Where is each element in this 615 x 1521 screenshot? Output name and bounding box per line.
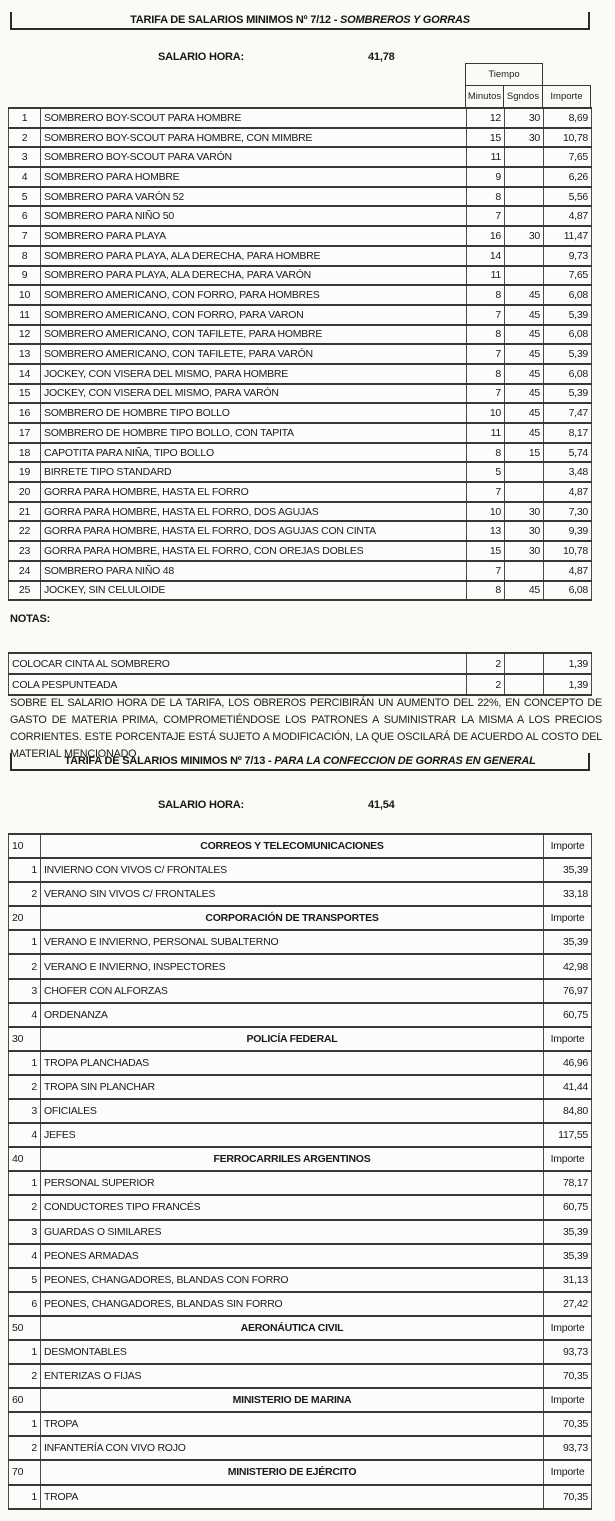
item-description-cell: ENTERIZAS O FIJAS bbox=[41, 1364, 544, 1388]
row-minutos-cell: 8 bbox=[467, 285, 505, 305]
table-row bbox=[9, 325, 592, 345]
section-name-cell: FERROCARRILES ARGENTINOS bbox=[41, 1147, 544, 1171]
row-sgndos-cell: 45 bbox=[505, 305, 544, 325]
note-description-cell: COLA PESPUNTEADA bbox=[9, 674, 467, 695]
item-description-cell: PEONES ARMADAS bbox=[41, 1244, 544, 1268]
item-importe-cell: 70,35 bbox=[544, 1485, 592, 1509]
section-title-7-13 bbox=[10, 753, 590, 771]
item-number-cell: 1 bbox=[9, 1051, 41, 1075]
row-minutos-cell: 7 bbox=[467, 482, 505, 502]
item-number-cell: 3 bbox=[9, 1220, 41, 1244]
table-row bbox=[9, 502, 592, 522]
item-number-cell: 3 bbox=[9, 1099, 41, 1123]
section-name-cell: POLICÍA FEDERAL bbox=[41, 1027, 544, 1051]
row-description-cell: GORRA PARA HOMBRE, HASTA EL FORRO bbox=[41, 482, 467, 502]
section-name-cell: MINISTERIO DE EJÉRCITO bbox=[41, 1460, 544, 1484]
row-importe-cell: 5,39 bbox=[544, 344, 592, 364]
item-number-cell: 2 bbox=[9, 1364, 41, 1388]
row-number-cell: 2 bbox=[9, 128, 41, 148]
note-sgndos-cell bbox=[505, 674, 544, 695]
row-sgndos-cell: 15 bbox=[505, 443, 544, 463]
row-importe-cell: 8,69 bbox=[544, 108, 592, 128]
item-importe-cell: 35,39 bbox=[544, 1220, 592, 1244]
notas-table bbox=[8, 652, 592, 696]
item-number-cell: 2 bbox=[9, 1075, 41, 1099]
row-sgndos-cell: 30 bbox=[505, 226, 544, 246]
item-description-cell: TROPA bbox=[41, 1485, 544, 1509]
section-item-row bbox=[9, 1003, 592, 1027]
row-description-cell: SOMBRERO DE HOMBRE TIPO BOLLO, CON TAPITA bbox=[41, 423, 467, 443]
section-header-row bbox=[9, 834, 592, 858]
item-description-cell: ORDENANZA bbox=[41, 1003, 544, 1027]
row-description-cell: SOMBRERO PARA VARÓN 52 bbox=[41, 187, 467, 207]
table-row bbox=[9, 344, 592, 364]
row-minutos-cell: 15 bbox=[467, 128, 505, 148]
row-description-cell: SOMBRERO BOY-SCOUT PARA VARÓN bbox=[41, 147, 467, 167]
row-description-cell: GORRA PARA HOMBRE, HASTA EL FORRO, DOS AGUJAS CON CINTA bbox=[41, 521, 467, 541]
row-importe-cell: 3,48 bbox=[544, 462, 592, 482]
row-number-cell: 14 bbox=[9, 364, 41, 384]
item-importe-cell: 93,73 bbox=[544, 1436, 592, 1460]
section-item-row bbox=[9, 1075, 592, 1099]
table-row bbox=[9, 187, 592, 207]
note-paragraph: SOBRE EL SALARIO HORA DE LA TARIFA, LOS OBREROS PERCIBIRÁN UN AUMENTO DEL 22%, EN CONCEPTO DE GASTO DE MATERIA PRIMA, COMPROMETIÉNDOSE LOS PATRONES A SUMINISTRAR LA MISMA A LOS PRECIOS CORRIENTES. ESTE PORCENTAJE ESTÁ SUJETO A MODIFICACIÓN, LA QUE OSCILARÁ DE ACUERDO AL COSTO DEL MATERIAL MENCIONADO bbox=[10, 697, 602, 760]
row-minutos-cell: 7 bbox=[467, 344, 505, 364]
table-row bbox=[9, 206, 592, 226]
note-sgndos-cell bbox=[505, 653, 544, 674]
row-importe-cell: 5,39 bbox=[544, 384, 592, 404]
row-sgndos-cell bbox=[505, 266, 544, 286]
table-row bbox=[9, 443, 592, 463]
row-number-cell: 19 bbox=[9, 462, 41, 482]
item-number-cell: 2 bbox=[9, 1195, 41, 1219]
item-description-cell: CHOFER CON ALFORZAS bbox=[41, 979, 544, 1003]
row-sgndos-cell bbox=[505, 246, 544, 266]
item-number-cell: 1 bbox=[9, 1340, 41, 1364]
row-minutos-cell: 8 bbox=[467, 325, 505, 345]
title-italic-text: SOMBREROS Y GORRAS bbox=[340, 14, 470, 26]
section-header-row bbox=[9, 906, 592, 930]
item-number-cell: 4 bbox=[9, 1123, 41, 1147]
salario-hora-value: 41,78 bbox=[368, 51, 395, 63]
table-row bbox=[9, 384, 592, 404]
note-minutos-cell: 2 bbox=[467, 674, 505, 695]
item-number-cell: 6 bbox=[9, 1292, 41, 1316]
row-description-cell: SOMBRERO AMERICANO, CON FORRO, PARA HOMBRES bbox=[41, 285, 467, 305]
row-number-cell: 20 bbox=[9, 482, 41, 502]
salario-hora-label: SALARIO HORA: bbox=[158, 51, 245, 63]
table-row bbox=[9, 541, 592, 561]
row-minutos-cell: 8 bbox=[467, 364, 505, 384]
row-number-cell: 25 bbox=[9, 581, 41, 601]
row-number-cell: 22 bbox=[9, 521, 41, 541]
row-number-cell: 7 bbox=[9, 226, 41, 246]
row-minutos-cell: 5 bbox=[467, 462, 505, 482]
row-importe-cell: 7,65 bbox=[544, 147, 592, 167]
item-description-cell: TROPA bbox=[41, 1412, 544, 1436]
section-item-row bbox=[9, 858, 592, 882]
section-importe-label-cell: Importe bbox=[544, 834, 592, 858]
item-number-cell: 1 bbox=[9, 1171, 41, 1195]
row-importe-cell: 6,08 bbox=[544, 285, 592, 305]
table-row bbox=[9, 108, 592, 128]
row-sgndos-cell bbox=[505, 167, 544, 187]
row-number-cell: 9 bbox=[9, 266, 41, 286]
table-row bbox=[9, 403, 592, 423]
row-description-cell: SOMBRERO PARA NIÑO 48 bbox=[41, 561, 467, 581]
section-name-cell: AERONÁUTICA CIVIL bbox=[41, 1316, 544, 1340]
row-description-cell: BIRRETE TIPO STANDARD bbox=[41, 462, 467, 482]
item-description-cell: INFANTERÍA CON VIVO ROJO bbox=[41, 1436, 544, 1460]
section-name-cell: CORPORACIÓN DE TRANSPORTES bbox=[41, 906, 544, 930]
item-importe-cell: 35,39 bbox=[544, 858, 592, 882]
section-importe-label-cell: Importe bbox=[544, 1388, 592, 1412]
item-description-cell: VERANO SIN VIVOS C/ FRONTALES bbox=[41, 882, 544, 906]
row-number-cell: 4 bbox=[9, 167, 41, 187]
item-number-cell: 1 bbox=[9, 1412, 41, 1436]
table-row bbox=[9, 226, 592, 246]
section-code-cell: 70 bbox=[9, 1460, 41, 1484]
row-minutos-cell: 13 bbox=[467, 521, 505, 541]
page-title bbox=[130, 14, 470, 26]
table-row bbox=[9, 128, 592, 148]
item-number-cell: 2 bbox=[9, 1436, 41, 1460]
table-row bbox=[9, 285, 592, 305]
row-number-cell: 12 bbox=[9, 325, 41, 345]
item-description-cell: JEFES bbox=[41, 1123, 544, 1147]
section-importe-label-cell: Importe bbox=[544, 1147, 592, 1171]
row-importe-cell: 9,73 bbox=[544, 246, 592, 266]
row-importe-cell: 4,87 bbox=[544, 206, 592, 226]
row-minutos-cell: 10 bbox=[467, 403, 505, 423]
row-description-cell: SOMBRERO PARA HOMBRE bbox=[41, 167, 467, 187]
row-importe-cell: 5,56 bbox=[544, 187, 592, 207]
item-description-cell: DESMONTABLES bbox=[41, 1340, 544, 1364]
section-item-row bbox=[9, 1171, 592, 1195]
row-number-cell: 18 bbox=[9, 443, 41, 463]
notes-row bbox=[9, 653, 592, 674]
table-row bbox=[9, 423, 592, 443]
title2-italic-text: PARA LA CONFECCION DE GORRAS EN GENERAL bbox=[274, 755, 536, 767]
row-sgndos-cell: 30 bbox=[505, 108, 544, 128]
item-importe-cell: 93,73 bbox=[544, 1340, 592, 1364]
row-minutos-cell: 8 bbox=[467, 443, 505, 463]
row-sgndos-cell: 30 bbox=[505, 541, 544, 561]
table-row bbox=[9, 147, 592, 167]
row-importe-cell: 6,26 bbox=[544, 167, 592, 187]
item-number-cell: 2 bbox=[9, 882, 41, 906]
section-code-cell: 20 bbox=[9, 906, 41, 930]
row-minutos-cell: 7 bbox=[467, 206, 505, 226]
section-item-row bbox=[9, 1436, 592, 1460]
section-item-row bbox=[9, 1244, 592, 1268]
row-sgndos-cell: 45 bbox=[505, 285, 544, 305]
section-code-cell: 10 bbox=[9, 834, 41, 858]
item-importe-cell: 42,98 bbox=[544, 954, 592, 978]
table-row bbox=[9, 581, 592, 601]
row-number-cell: 24 bbox=[9, 561, 41, 581]
item-description-cell: CONDUCTORES TIPO FRANCÉS bbox=[41, 1195, 544, 1219]
item-importe-cell: 31,13 bbox=[544, 1268, 592, 1292]
table-row bbox=[9, 462, 592, 482]
item-description-cell: PERSONAL SUPERIOR bbox=[41, 1171, 544, 1195]
row-description-cell: SOMBRERO PARA PLAYA, ALA DERECHA, PARA VARÓN bbox=[41, 266, 467, 286]
row-description-cell: SOMBRERO BOY-SCOUT PARA HOMBRE bbox=[41, 108, 467, 128]
notes-row bbox=[9, 674, 592, 695]
section-importe-label-cell: Importe bbox=[544, 1460, 592, 1484]
section-item-row bbox=[9, 1340, 592, 1364]
item-importe-cell: 76,97 bbox=[544, 979, 592, 1003]
section-importe-label-cell: Importe bbox=[544, 906, 592, 930]
section-importe-label-cell: Importe bbox=[544, 1027, 592, 1051]
row-minutos-cell: 7 bbox=[467, 305, 505, 325]
section-name-cell: CORREOS Y TELECOMUNICACIONES bbox=[41, 834, 544, 858]
row-description-cell: GORRA PARA HOMBRE, HASTA EL FORRO, CON OREJAS DOBLES bbox=[41, 541, 467, 561]
blank-cell bbox=[543, 64, 591, 86]
section-item-row bbox=[9, 1123, 592, 1147]
note-minutos-cell: 2 bbox=[467, 653, 505, 674]
section-item-row bbox=[9, 1292, 592, 1316]
row-importe-cell: 6,08 bbox=[544, 325, 592, 345]
row-number-cell: 6 bbox=[9, 206, 41, 226]
section-item-row bbox=[9, 930, 592, 954]
section-item-row bbox=[9, 1099, 592, 1123]
row-description-cell: SOMBRERO PARA PLAYA bbox=[41, 226, 467, 246]
item-description-cell: GUARDAS O SIMILARES bbox=[41, 1220, 544, 1244]
section-item-row bbox=[9, 1268, 592, 1292]
item-number-cell: 3 bbox=[9, 979, 41, 1003]
table-row bbox=[9, 521, 592, 541]
item-importe-cell: 117,55 bbox=[544, 1123, 592, 1147]
row-sgndos-cell bbox=[505, 561, 544, 581]
row-sgndos-cell: 45 bbox=[505, 364, 544, 384]
row-minutos-cell: 9 bbox=[467, 167, 505, 187]
row-description-cell: SOMBRERO AMERICANO, CON FORRO, PARA VARON bbox=[41, 305, 467, 325]
notas-label: NOTAS: bbox=[10, 613, 51, 625]
table-row bbox=[9, 364, 592, 384]
row-number-cell: 16 bbox=[9, 403, 41, 423]
row-importe-cell: 7,30 bbox=[544, 502, 592, 522]
row-sgndos-cell: 30 bbox=[505, 521, 544, 541]
tarifa-7-12-table bbox=[8, 107, 592, 601]
row-description-cell: JOCKEY, SIN CELULOIDE bbox=[41, 581, 467, 601]
item-importe-cell: 27,42 bbox=[544, 1292, 592, 1316]
item-importe-cell: 60,75 bbox=[544, 1003, 592, 1027]
row-description-cell: CAPOTITA PARA NIÑA, TIPO BOLLO bbox=[41, 443, 467, 463]
row-importe-cell: 9,39 bbox=[544, 521, 592, 541]
row-importe-cell: 5,39 bbox=[544, 305, 592, 325]
row-sgndos-cell: 45 bbox=[505, 344, 544, 364]
row-sgndos-cell bbox=[505, 147, 544, 167]
row-number-cell: 15 bbox=[9, 384, 41, 404]
item-importe-cell: 78,17 bbox=[544, 1171, 592, 1195]
section-header-row bbox=[9, 1147, 592, 1171]
item-importe-cell: 35,39 bbox=[544, 1244, 592, 1268]
row-description-cell: SOMBRERO AMERICANO, CON TAFILETE, PARA HOMBRE bbox=[41, 325, 467, 345]
row-minutos-cell: 11 bbox=[467, 147, 505, 167]
row-sgndos-cell: 45 bbox=[505, 581, 544, 601]
row-minutos-cell: 8 bbox=[467, 187, 505, 207]
item-number-cell: 1 bbox=[9, 1485, 41, 1509]
section-item-row bbox=[9, 882, 592, 906]
item-importe-cell: 41,44 bbox=[544, 1075, 592, 1099]
sgndos-header-cell: Sgndos bbox=[504, 86, 543, 108]
row-minutos-cell: 14 bbox=[467, 246, 505, 266]
row-sgndos-cell bbox=[505, 187, 544, 207]
row-number-cell: 11 bbox=[9, 305, 41, 325]
item-importe-cell: 46,96 bbox=[544, 1051, 592, 1075]
row-minutos-cell: 7 bbox=[467, 384, 505, 404]
row-minutos-cell: 7 bbox=[467, 561, 505, 581]
section-importe-label-cell: Importe bbox=[544, 1316, 592, 1340]
row-number-cell: 21 bbox=[9, 502, 41, 522]
row-sgndos-cell: 30 bbox=[505, 128, 544, 148]
row-description-cell: SOMBRERO PARA NIÑO 50 bbox=[41, 206, 467, 226]
row-description-cell: SOMBRERO BOY-SCOUT PARA HOMBRE, CON MIMBRE bbox=[41, 128, 467, 148]
row-number-cell: 23 bbox=[9, 541, 41, 561]
section-code-cell: 30 bbox=[9, 1027, 41, 1051]
row-description-cell: JOCKEY, CON VISERA DEL MISMO, PARA VARÓN bbox=[41, 384, 467, 404]
row-minutos-cell: 8 bbox=[467, 581, 505, 601]
salario-hora-line-2 bbox=[0, 799, 615, 813]
section-item-row bbox=[9, 1051, 592, 1075]
note-description-cell: COLOCAR CINTA AL SOMBRERO bbox=[9, 653, 467, 674]
item-description-cell: TROPA PLANCHADAS bbox=[41, 1051, 544, 1075]
section-item-row bbox=[9, 1412, 592, 1436]
row-importe-cell: 10,78 bbox=[544, 541, 592, 561]
table-row bbox=[9, 305, 592, 325]
item-number-cell: 1 bbox=[9, 858, 41, 882]
table-row bbox=[9, 167, 592, 187]
section-header-row bbox=[9, 1027, 592, 1051]
row-importe-cell: 11,47 bbox=[544, 226, 592, 246]
tiempo-header-cell: Tiempo bbox=[466, 64, 543, 86]
section-item-row bbox=[9, 1195, 592, 1219]
item-description-cell: PEONES, CHANGADORES, BLANDAS SIN FORRO bbox=[41, 1292, 544, 1316]
row-description-cell: GORRA PARA HOMBRE, HASTA EL FORRO, DOS AGUJAS bbox=[41, 502, 467, 522]
row-sgndos-cell bbox=[505, 482, 544, 502]
row-description-cell: SOMBRERO DE HOMBRE TIPO BOLLO bbox=[41, 403, 467, 423]
row-number-cell: 8 bbox=[9, 246, 41, 266]
title2-text: TARIFA DE SALARIOS MINIMOS Nº 7/13 - bbox=[64, 755, 275, 767]
row-importe-cell: 4,87 bbox=[544, 561, 592, 581]
row-description-cell: JOCKEY, CON VISERA DEL MISMO, PARA HOMBRE bbox=[41, 364, 467, 384]
time-header bbox=[465, 63, 591, 108]
section-code-cell: 50 bbox=[9, 1316, 41, 1340]
item-number-cell: 4 bbox=[9, 1003, 41, 1027]
row-number-cell: 10 bbox=[9, 285, 41, 305]
row-minutos-cell: 15 bbox=[467, 541, 505, 561]
note-importe-cell: 1,39 bbox=[544, 674, 592, 695]
item-importe-cell: 60,75 bbox=[544, 1195, 592, 1219]
item-description-cell: PEONES, CHANGADORES, BLANDAS CON FORRO bbox=[41, 1268, 544, 1292]
section-item-row bbox=[9, 1485, 592, 1509]
table-row bbox=[9, 246, 592, 266]
row-description-cell: SOMBRERO PARA PLAYA, ALA DERECHA, PARA HOMBRE bbox=[41, 246, 467, 266]
section-header-row bbox=[9, 1316, 592, 1340]
item-description-cell: INVIERNO CON VIVOS C/ FRONTALES bbox=[41, 858, 544, 882]
section-item-row bbox=[9, 954, 592, 978]
minutos-header-cell: Minutos bbox=[466, 86, 504, 108]
section-code-cell: 40 bbox=[9, 1147, 41, 1171]
row-importe-cell: 4,87 bbox=[544, 482, 592, 502]
item-number-cell: 2 bbox=[9, 954, 41, 978]
row-minutos-cell: 12 bbox=[467, 108, 505, 128]
salario-hora-value-2: 41,54 bbox=[368, 799, 395, 811]
item-importe-cell: 70,35 bbox=[544, 1412, 592, 1436]
section-header-row bbox=[9, 1388, 592, 1412]
item-description-cell: VERANO E INVIERNO, PERSONAL SUBALTERNO bbox=[41, 930, 544, 954]
row-number-cell: 1 bbox=[9, 108, 41, 128]
item-number-cell: 4 bbox=[9, 1244, 41, 1268]
title-text: TARIFA DE SALARIOS MINIMOS Nº 7/12 - bbox=[130, 14, 341, 26]
row-number-cell: 13 bbox=[9, 344, 41, 364]
row-importe-cell: 6,08 bbox=[544, 581, 592, 601]
section-header-row bbox=[9, 1460, 592, 1484]
section-item-row bbox=[9, 1220, 592, 1244]
item-description-cell: TROPA SIN PLANCHAR bbox=[41, 1075, 544, 1099]
row-sgndos-cell: 45 bbox=[505, 423, 544, 443]
table-row bbox=[9, 561, 592, 581]
item-importe-cell: 84,80 bbox=[544, 1099, 592, 1123]
row-number-cell: 3 bbox=[9, 147, 41, 167]
item-description-cell: VERANO E INVIERNO, INSPECTORES bbox=[41, 954, 544, 978]
item-importe-cell: 33,18 bbox=[544, 882, 592, 906]
row-importe-cell: 7,65 bbox=[544, 266, 592, 286]
row-importe-cell: 6,08 bbox=[544, 364, 592, 384]
page-title-2 bbox=[64, 755, 535, 767]
section-item-row bbox=[9, 1364, 592, 1388]
importe-header-cell: Importe bbox=[543, 86, 591, 108]
row-minutos-cell: 11 bbox=[467, 266, 505, 286]
row-sgndos-cell: 45 bbox=[505, 325, 544, 345]
section-title-7-12 bbox=[10, 12, 590, 30]
salario-hora-label-2: SALARIO HORA: bbox=[158, 799, 245, 811]
row-sgndos-cell: 30 bbox=[505, 502, 544, 522]
row-description-cell: SOMBRERO AMERICANO, CON TAFILETE, PARA VARÓN bbox=[41, 344, 467, 364]
item-number-cell: 1 bbox=[9, 930, 41, 954]
row-sgndos-cell bbox=[505, 462, 544, 482]
table-row bbox=[9, 482, 592, 502]
row-number-cell: 5 bbox=[9, 187, 41, 207]
row-importe-cell: 10,78 bbox=[544, 128, 592, 148]
row-number-cell: 17 bbox=[9, 423, 41, 443]
table-row bbox=[9, 266, 592, 286]
row-importe-cell: 5,74 bbox=[544, 443, 592, 463]
row-importe-cell: 8,17 bbox=[544, 423, 592, 443]
item-importe-cell: 70,35 bbox=[544, 1364, 592, 1388]
row-minutos-cell: 16 bbox=[467, 226, 505, 246]
item-importe-cell: 35,39 bbox=[544, 930, 592, 954]
row-importe-cell: 7,47 bbox=[544, 403, 592, 423]
item-number-cell: 5 bbox=[9, 1268, 41, 1292]
item-description-cell: OFICIALES bbox=[41, 1099, 544, 1123]
row-minutos-cell: 11 bbox=[467, 423, 505, 443]
row-minutos-cell: 10 bbox=[467, 502, 505, 522]
tarifa-7-13-table bbox=[8, 833, 592, 1510]
section-code-cell: 60 bbox=[9, 1388, 41, 1412]
section-item-row bbox=[9, 979, 592, 1003]
row-sgndos-cell: 45 bbox=[505, 403, 544, 423]
row-sgndos-cell bbox=[505, 206, 544, 226]
note-importe-cell: 1,39 bbox=[544, 653, 592, 674]
section-name-cell: MINISTERIO DE MARINA bbox=[41, 1388, 544, 1412]
row-sgndos-cell: 45 bbox=[505, 384, 544, 404]
